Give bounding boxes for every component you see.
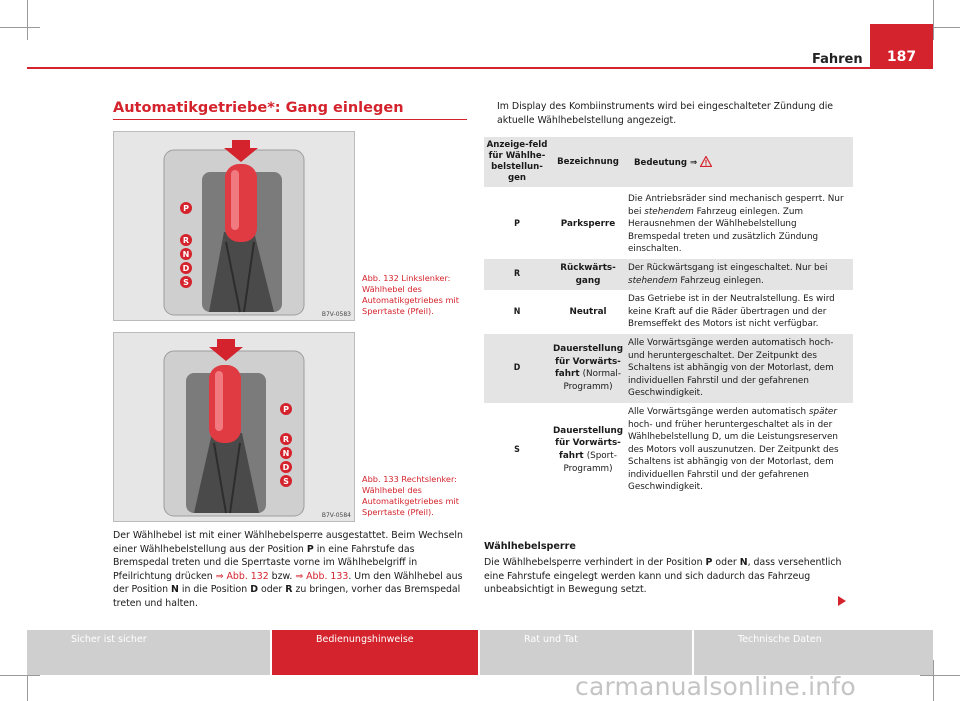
table-row bbox=[484, 290, 853, 334]
gear-meaning: Das Getriebe ist in der Neutralstellung. Es wird keine Kraft auf die Räder übertragen und der Bremseffekt des Motors ist nicht verfügbar. bbox=[628, 294, 835, 330]
gear-display-letter: D bbox=[484, 334, 550, 403]
crop-mark bbox=[0, 675, 40, 676]
gear-display-letter: P bbox=[514, 219, 520, 230]
crop-mark bbox=[0, 27, 40, 28]
gear-name: Rückwärts-gang bbox=[550, 259, 626, 290]
crop-mark bbox=[920, 675, 960, 676]
figure-link[interactable]: ⇒ Abb. 132 bbox=[215, 570, 269, 582]
gear-letter: P bbox=[183, 204, 189, 213]
figure-code: B7V-0583 bbox=[321, 311, 351, 318]
gear-name: Parksperre bbox=[560, 219, 616, 230]
gear-meaning: Alle Vorwärtsgänge werden automatisch hoch- und heruntergeschaltet. Der Zeitpunkt des Schaltens ist abhängig von der Motorlast, dem individuellen Fahrstil und der gefahrenen Geschwindigkeit. bbox=[626, 334, 853, 403]
watermark: carmanualsonline.info bbox=[575, 672, 856, 701]
gear-letter: S bbox=[183, 278, 189, 287]
gear-meaning: Die Antriebsräder sind mechanisch gesperrt. Nur bei stehendem Fahrzeug einlegen. Zum Herausnehmen der Wählhebelstellung Bremspedal treten und zusätzlich Zündung einschalten. bbox=[628, 194, 844, 255]
display-intro-paragraph: Im Display des Kombiinstruments wird bei eingeschalteter Zündung die aktuelle Wählhebelstellung angezeigt. bbox=[497, 101, 834, 126]
gear-letter: R bbox=[182, 236, 190, 245]
gear-letter: R bbox=[282, 435, 290, 444]
page-number: 187 bbox=[870, 24, 933, 68]
gear-name: Dauerstellung für Vorwärts-fahrt (Sport-Programm) bbox=[552, 425, 624, 474]
gear-letter: P bbox=[283, 405, 289, 414]
gear-meaning: Der Rückwärtsgang ist eingeschaltet. Nur bei stehendem Fahrzeug einlegen. bbox=[626, 259, 853, 290]
gear-position-table bbox=[484, 137, 853, 497]
figure-caption: Abb. 133 Rechtslenker: Wählhebel des Automatikgetriebes mit Sperrtaste (Pfeil). bbox=[362, 474, 459, 517]
crop-mark bbox=[933, 0, 934, 40]
table-header-display: Anzeige-feld für Wählhe-belstellun-gen bbox=[484, 137, 550, 187]
table-header-meaning: Bedeutung ⇒ bbox=[626, 137, 853, 187]
table-row bbox=[484, 259, 853, 290]
page-header-title: Fahren bbox=[812, 52, 863, 67]
gear-letter: S bbox=[283, 477, 289, 486]
figure-caption: Abb. 132 Linkslenker: Wählhebel des Automatikgetriebes mit Sperrtaste (Pfeil). bbox=[362, 273, 459, 316]
gear-letter: D bbox=[282, 463, 290, 472]
section-title: Automatikgetriebe*: Gang einlegen bbox=[113, 100, 404, 116]
footer-tab-operation[interactable]: Bedienungshinweise bbox=[272, 630, 478, 675]
figure-link[interactable]: ⇒ Abb. 133 bbox=[295, 570, 349, 582]
header-rule bbox=[27, 67, 933, 69]
gear-name: Dauerstellung für Vorwärts-fahrt (Normal-Programm) bbox=[550, 334, 626, 403]
footer-tab-technical-data[interactable]: Technische Daten bbox=[694, 630, 933, 675]
warning-icon bbox=[700, 156, 712, 167]
crop-mark bbox=[933, 660, 934, 701]
gear-display-letter: R bbox=[484, 259, 550, 290]
figure-left-hand-drive bbox=[113, 131, 355, 321]
footer-tab-safety[interactable]: Sicher ist sicher bbox=[27, 630, 270, 675]
crop-mark bbox=[27, 0, 28, 40]
table-row bbox=[484, 403, 853, 497]
gear-display-letter: S bbox=[514, 444, 520, 455]
table-header-name: Bezeichnung bbox=[550, 137, 626, 187]
gear-selector-illustration bbox=[114, 333, 354, 521]
selector-lock-description: Die Wählhebelsperre verhindert in der Position P oder N, dass versehentlich eine Fahrstufe eingelegt werden kann und sich dadurch das Fahrzeug unbeabsichtigt in Bewegung setzt. bbox=[484, 557, 842, 596]
continue-arrow-icon bbox=[838, 596, 846, 606]
gear-letter: D bbox=[182, 264, 190, 273]
figure-right-hand-drive bbox=[113, 332, 355, 522]
gear-selector-illustration bbox=[114, 132, 354, 320]
subheading: Wählhebelsperre bbox=[484, 541, 576, 552]
gear-letter: N bbox=[182, 250, 190, 259]
table-row bbox=[484, 190, 853, 259]
table-row bbox=[484, 334, 853, 403]
selector-lock-paragraph: Der Wählhebel ist mit einer Wählhebelsperre ausgestattet. Beim Wechseln einer Wählhebelstellung aus der Position P in eine Fahrstufe das Bremspedal treten und die Sperrtaste vorne im Wählhebelgriff in Pfeilrichtung drücken ⇒ Abb. 132 bzw. ⇒ Abb. 133. Um den Wählhebel aus der Position N in die Position D oder R zu bringen, vorher das Bremspedal treten und halten. bbox=[113, 530, 463, 609]
section-rule bbox=[113, 119, 467, 120]
gear-display-letter: N bbox=[513, 306, 521, 317]
figure-code: B7V-0584 bbox=[321, 512, 351, 519]
gear-meaning: Alle Vorwärtsgänge werden automatisch später hoch- und früher heruntergeschaltet als in der Wählhebelstellung D, um die Leistungsreserven des Motors voll auszunutzen. Der Zeitpunkt des Schaltens ist abhängig von der Motorlast, dem individuellen Fahrstil und der gefahrenen Geschwindigkeit. bbox=[628, 406, 839, 493]
gear-letter: N bbox=[282, 449, 290, 458]
gear-name: Neutral bbox=[569, 306, 607, 317]
footer-tab-advice[interactable]: Rat und Tat bbox=[480, 630, 692, 675]
